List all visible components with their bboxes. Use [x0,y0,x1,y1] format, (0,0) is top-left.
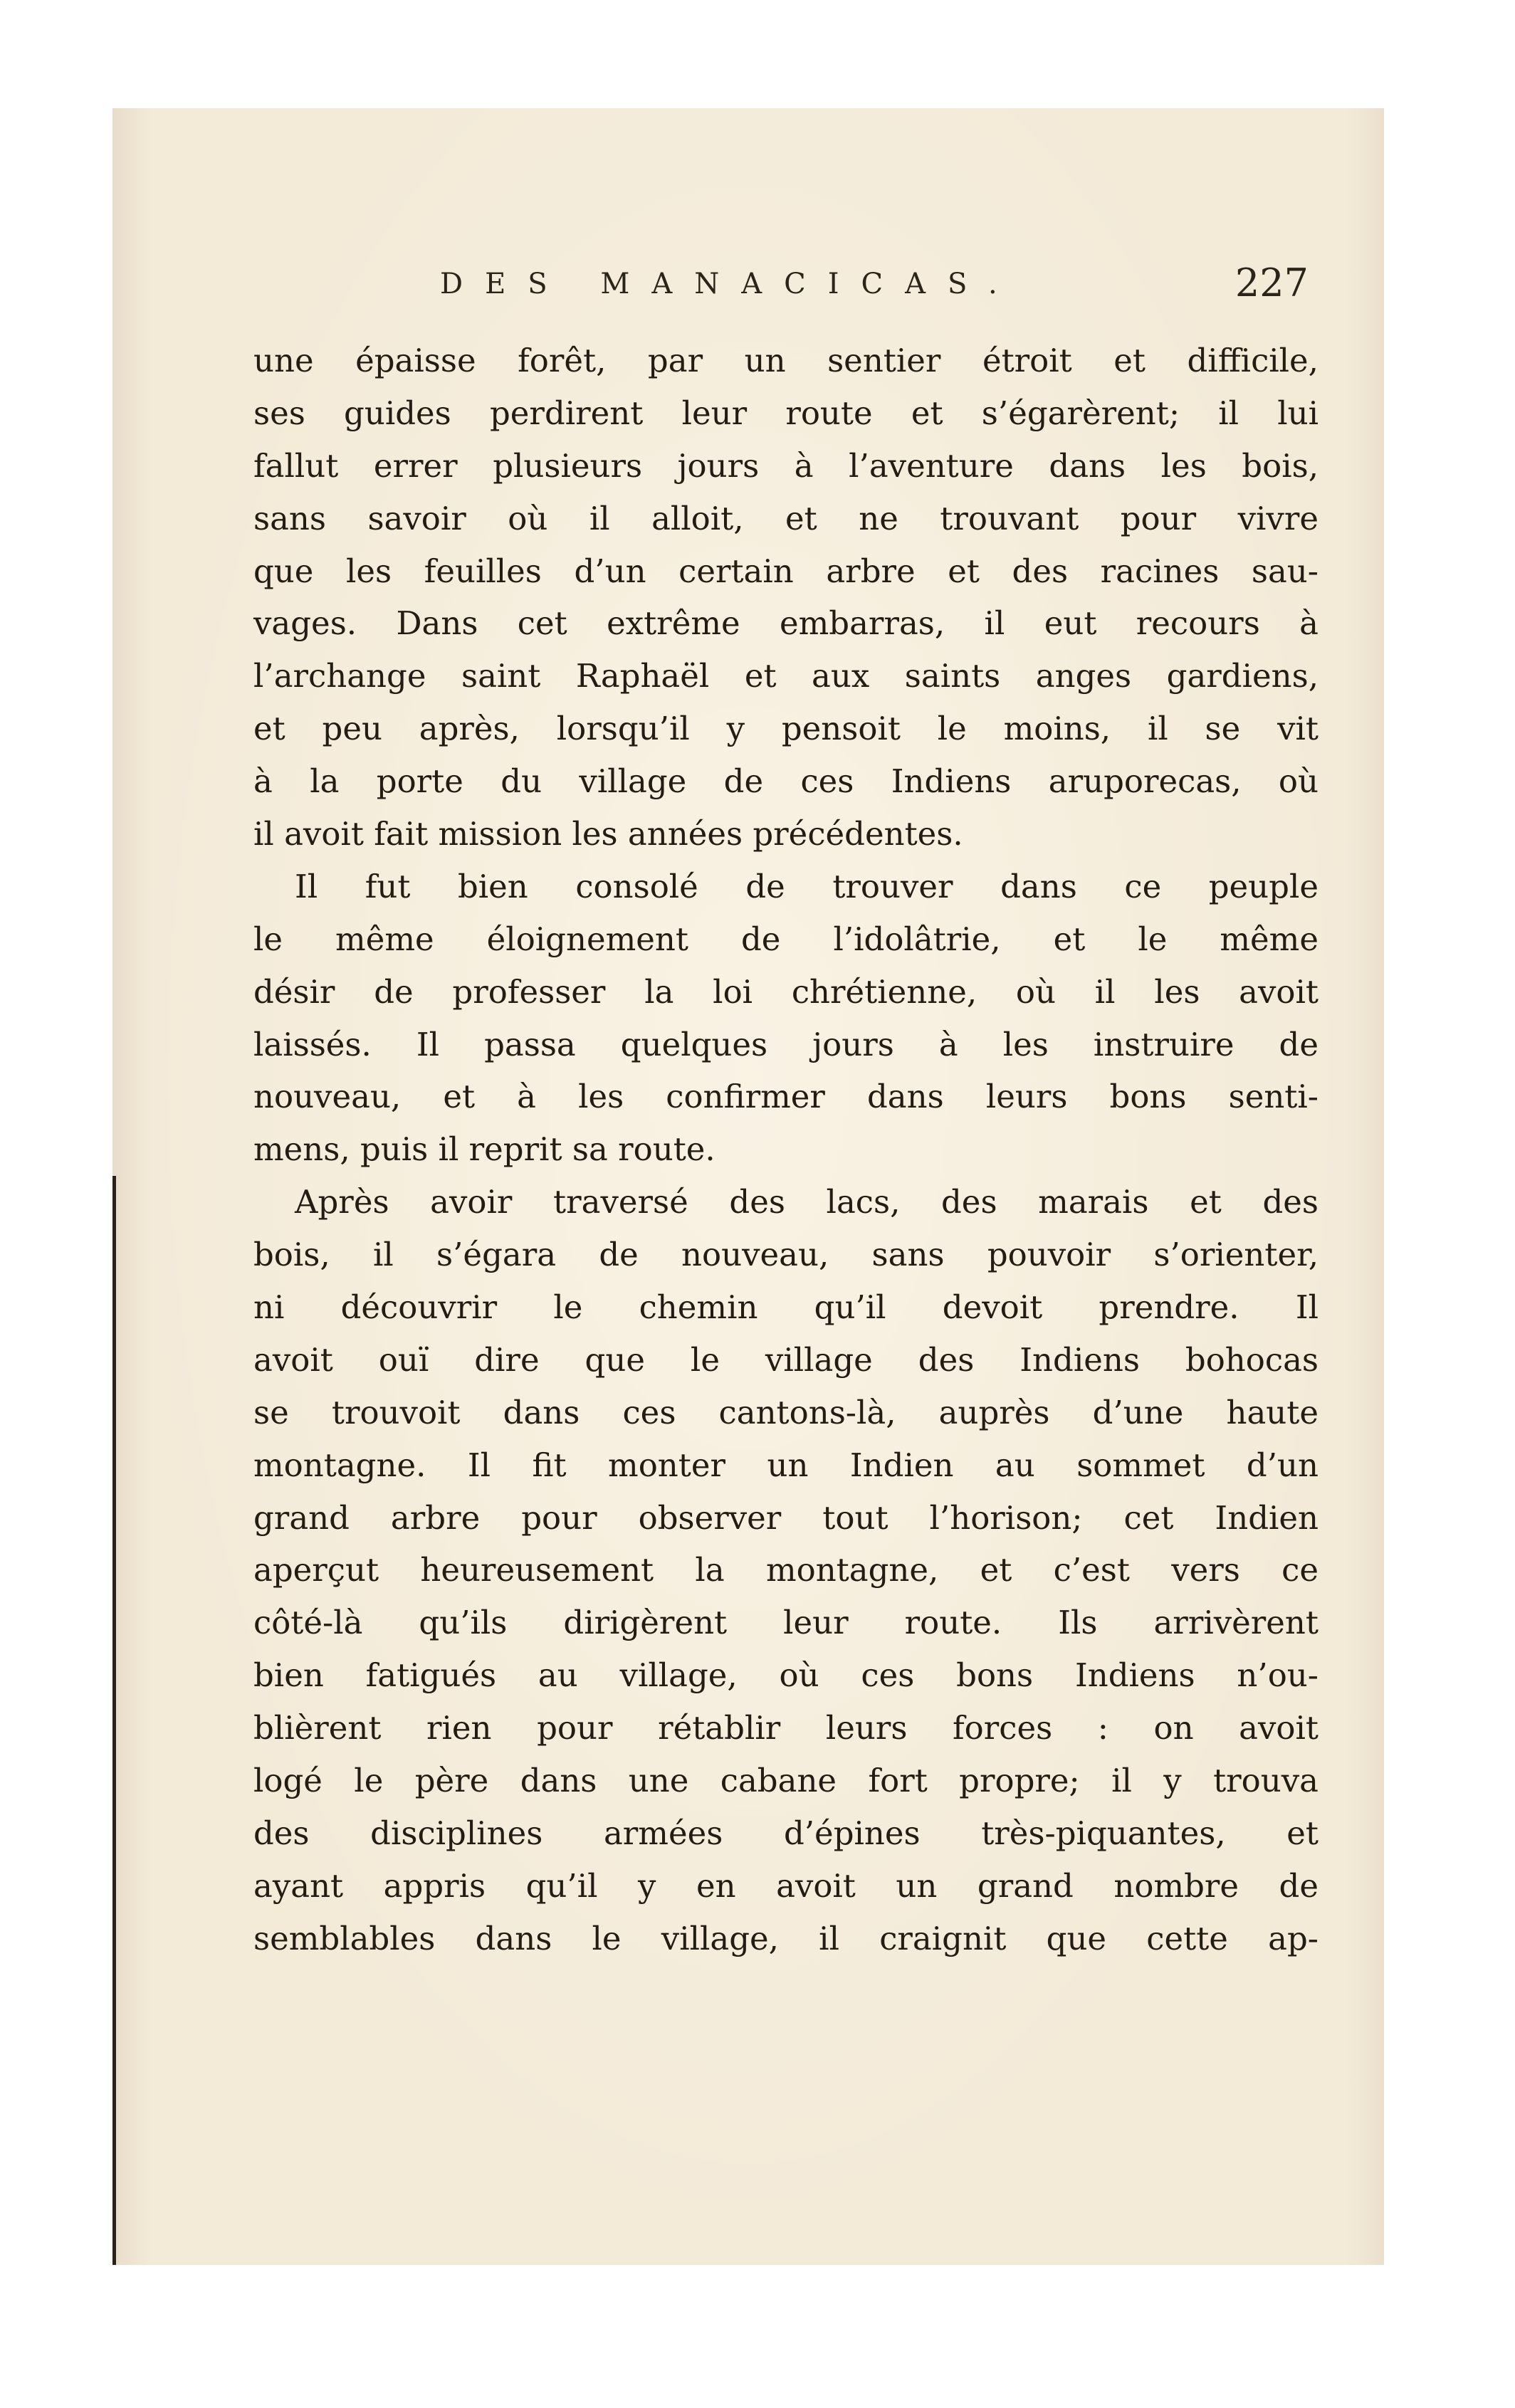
page-header [440,261,1323,325]
text-line: vages. Dans cet extrême embarras, il eut recours à [253,604,1319,643]
running-title: DES MANACICAS. [440,268,1019,300]
text-line: bien fatigués au village, où ces bons Indiens n’ou- [253,1656,1319,1695]
text-line: des disciplines armées d’épines très-piquantes, et [253,1814,1319,1852]
text-line: semblables dans le village, il craignit que cette ap- [253,1919,1319,1957]
text-line: désir de professer la loi chrétienne, où il les avoit [253,972,1319,1011]
binding-edge [112,1176,116,2265]
text-line: une épaisse forêt, par un sentier étroit et difficile, [253,342,1319,379]
text-line: avoit ouï dire que le village des Indiens bohocas [253,1340,1319,1379]
text-line: que les feuilles d’un certain arbre et des racines sau- [253,552,1319,590]
text-line: ses guides perdirent leur route et s’égarèrent; il lui [253,394,1319,432]
text-line: mens, puis il reprit sa route. [253,1130,715,1169]
page-number: 227 [1234,261,1309,305]
text-line: blièrent rien pour rétablir leurs forces : on avoit [253,1709,1319,1747]
text-line: Il fut bien consolé de trouver dans ce peuple [295,867,1319,905]
text-line: à la porte du village de ces Indiens aruporecas, où [253,762,1319,801]
text-line: et peu après, lorsqu’il y pensoit le moins, il se vit [253,710,1319,748]
text-line: aperçut heureusement la montagne, et c’est vers ce [253,1551,1319,1589]
text-line: logé le père dans une cabane fort propre; il y trouva [253,1762,1319,1800]
text-line: ayant appris qu’il y en avoit un grand nombre de [253,1866,1319,1905]
text-line: le même éloignement de l’idolâtrie, et le même [253,920,1319,958]
book-page [112,108,1384,2265]
text-line: l’archange saint Raphaël et aux saints anges gardiens, [253,657,1319,695]
text-line: fallut errer plusieurs jours à l’aventure dans les bois, [253,446,1319,485]
text-line: grand arbre pour observer tout l’horison; cet Indien [253,1498,1319,1537]
text-line: bois, il s’égara de nouveau, sans pouvoir s’orienter, [253,1236,1319,1274]
text-line: laissés. Il passa quelques jours à les instruire de [253,1025,1319,1063]
text-line: montagne. Il fit monter un Indien au sommet d’un [253,1446,1319,1484]
text-line: côté-là qu’ils dirigèrent leur route. Ils arrivèrent [253,1604,1319,1642]
text-line: sans savoir où il alloit, et ne trouvant pour vivre [253,499,1319,537]
text-line: se trouvoit dans ces cantons-là, auprès d’une haute [253,1393,1319,1431]
text-line: Après avoir traversé des lacs, des marais et des [295,1183,1319,1221]
text-line: ni découvrir le chemin qu’il devoit prendre. Il [253,1288,1319,1327]
body-text [253,335,1319,1965]
text-line: nouveau, et à les confirmer dans leurs bons senti- [253,1078,1319,1116]
text-line: il avoit fait mission les années précédentes. [253,815,963,853]
